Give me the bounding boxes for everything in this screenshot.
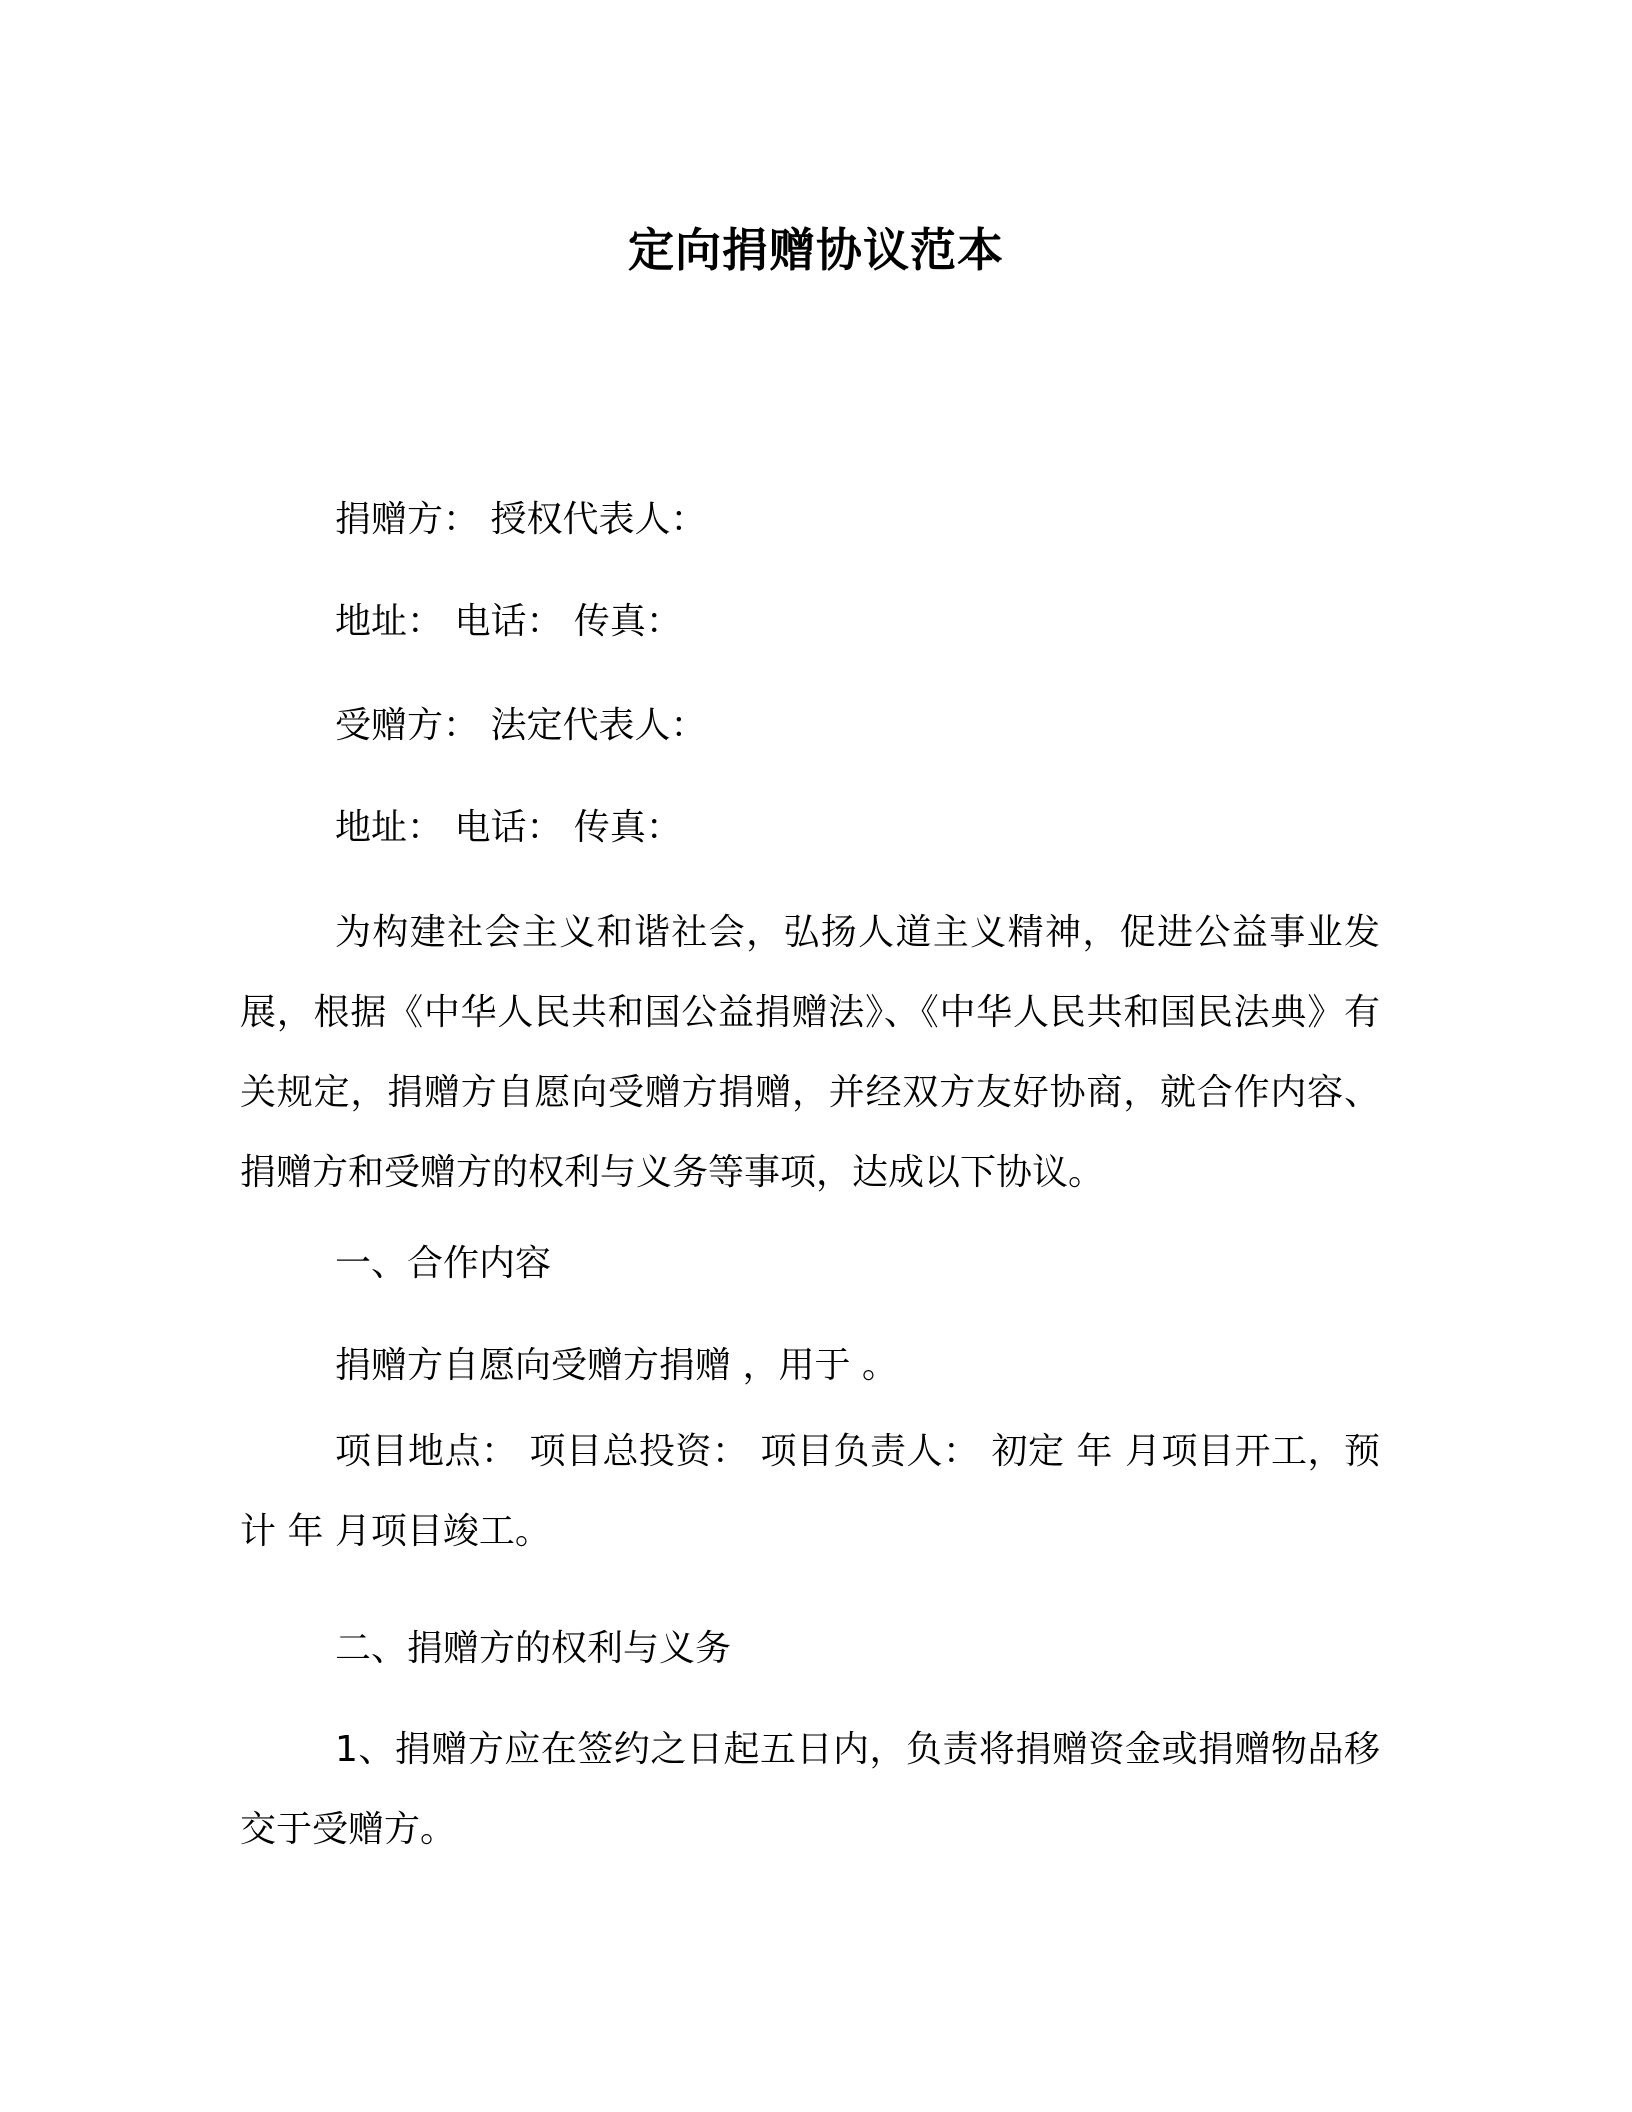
project-details-paragraph: 项目地点： 项目总投资： 项目负责人： 初定 年 月项目开工，预计 年 月项目竣工。	[240, 1431, 1380, 1552]
section-heading-cooperation: 一、合作内容	[335, 1243, 552, 1284]
donation-purpose-line: 捐赠方自愿向受赠方捐赠 ，用于 。	[335, 1345, 898, 1386]
recipient-address-line: 地址： 电话： 传真：	[335, 807, 682, 848]
section-heading-donor-rights: 二、捐赠方的权利与义务	[335, 1628, 732, 1669]
document-title: 定向捐赠协议范本	[628, 223, 1004, 277]
intro-paragraph: 为构建社会主义和谐社会，弘扬人道主义精神，促进公益事业发展，根据《中华人民共和国公益捐赠法》、《中华人民共和国民法典》有关规定，捐赠方自愿向受赠方捐赠，并经双方友好协商，就合作内容、捐赠方和受赠方的权利与义务等事项，达成以下协议。	[240, 912, 1380, 1193]
donor-address-line: 地址： 电话： 传真：	[335, 601, 682, 642]
recipient-line: 受赠方： 法定代表人：	[335, 705, 707, 746]
donor-line: 捐赠方： 授权代表人：	[335, 499, 707, 540]
donor-obligation-item-1: 1、捐赠方应在签约之日起五日内，负责将捐赠资金或捐赠物品移交于受赠方。	[240, 1729, 1380, 1850]
